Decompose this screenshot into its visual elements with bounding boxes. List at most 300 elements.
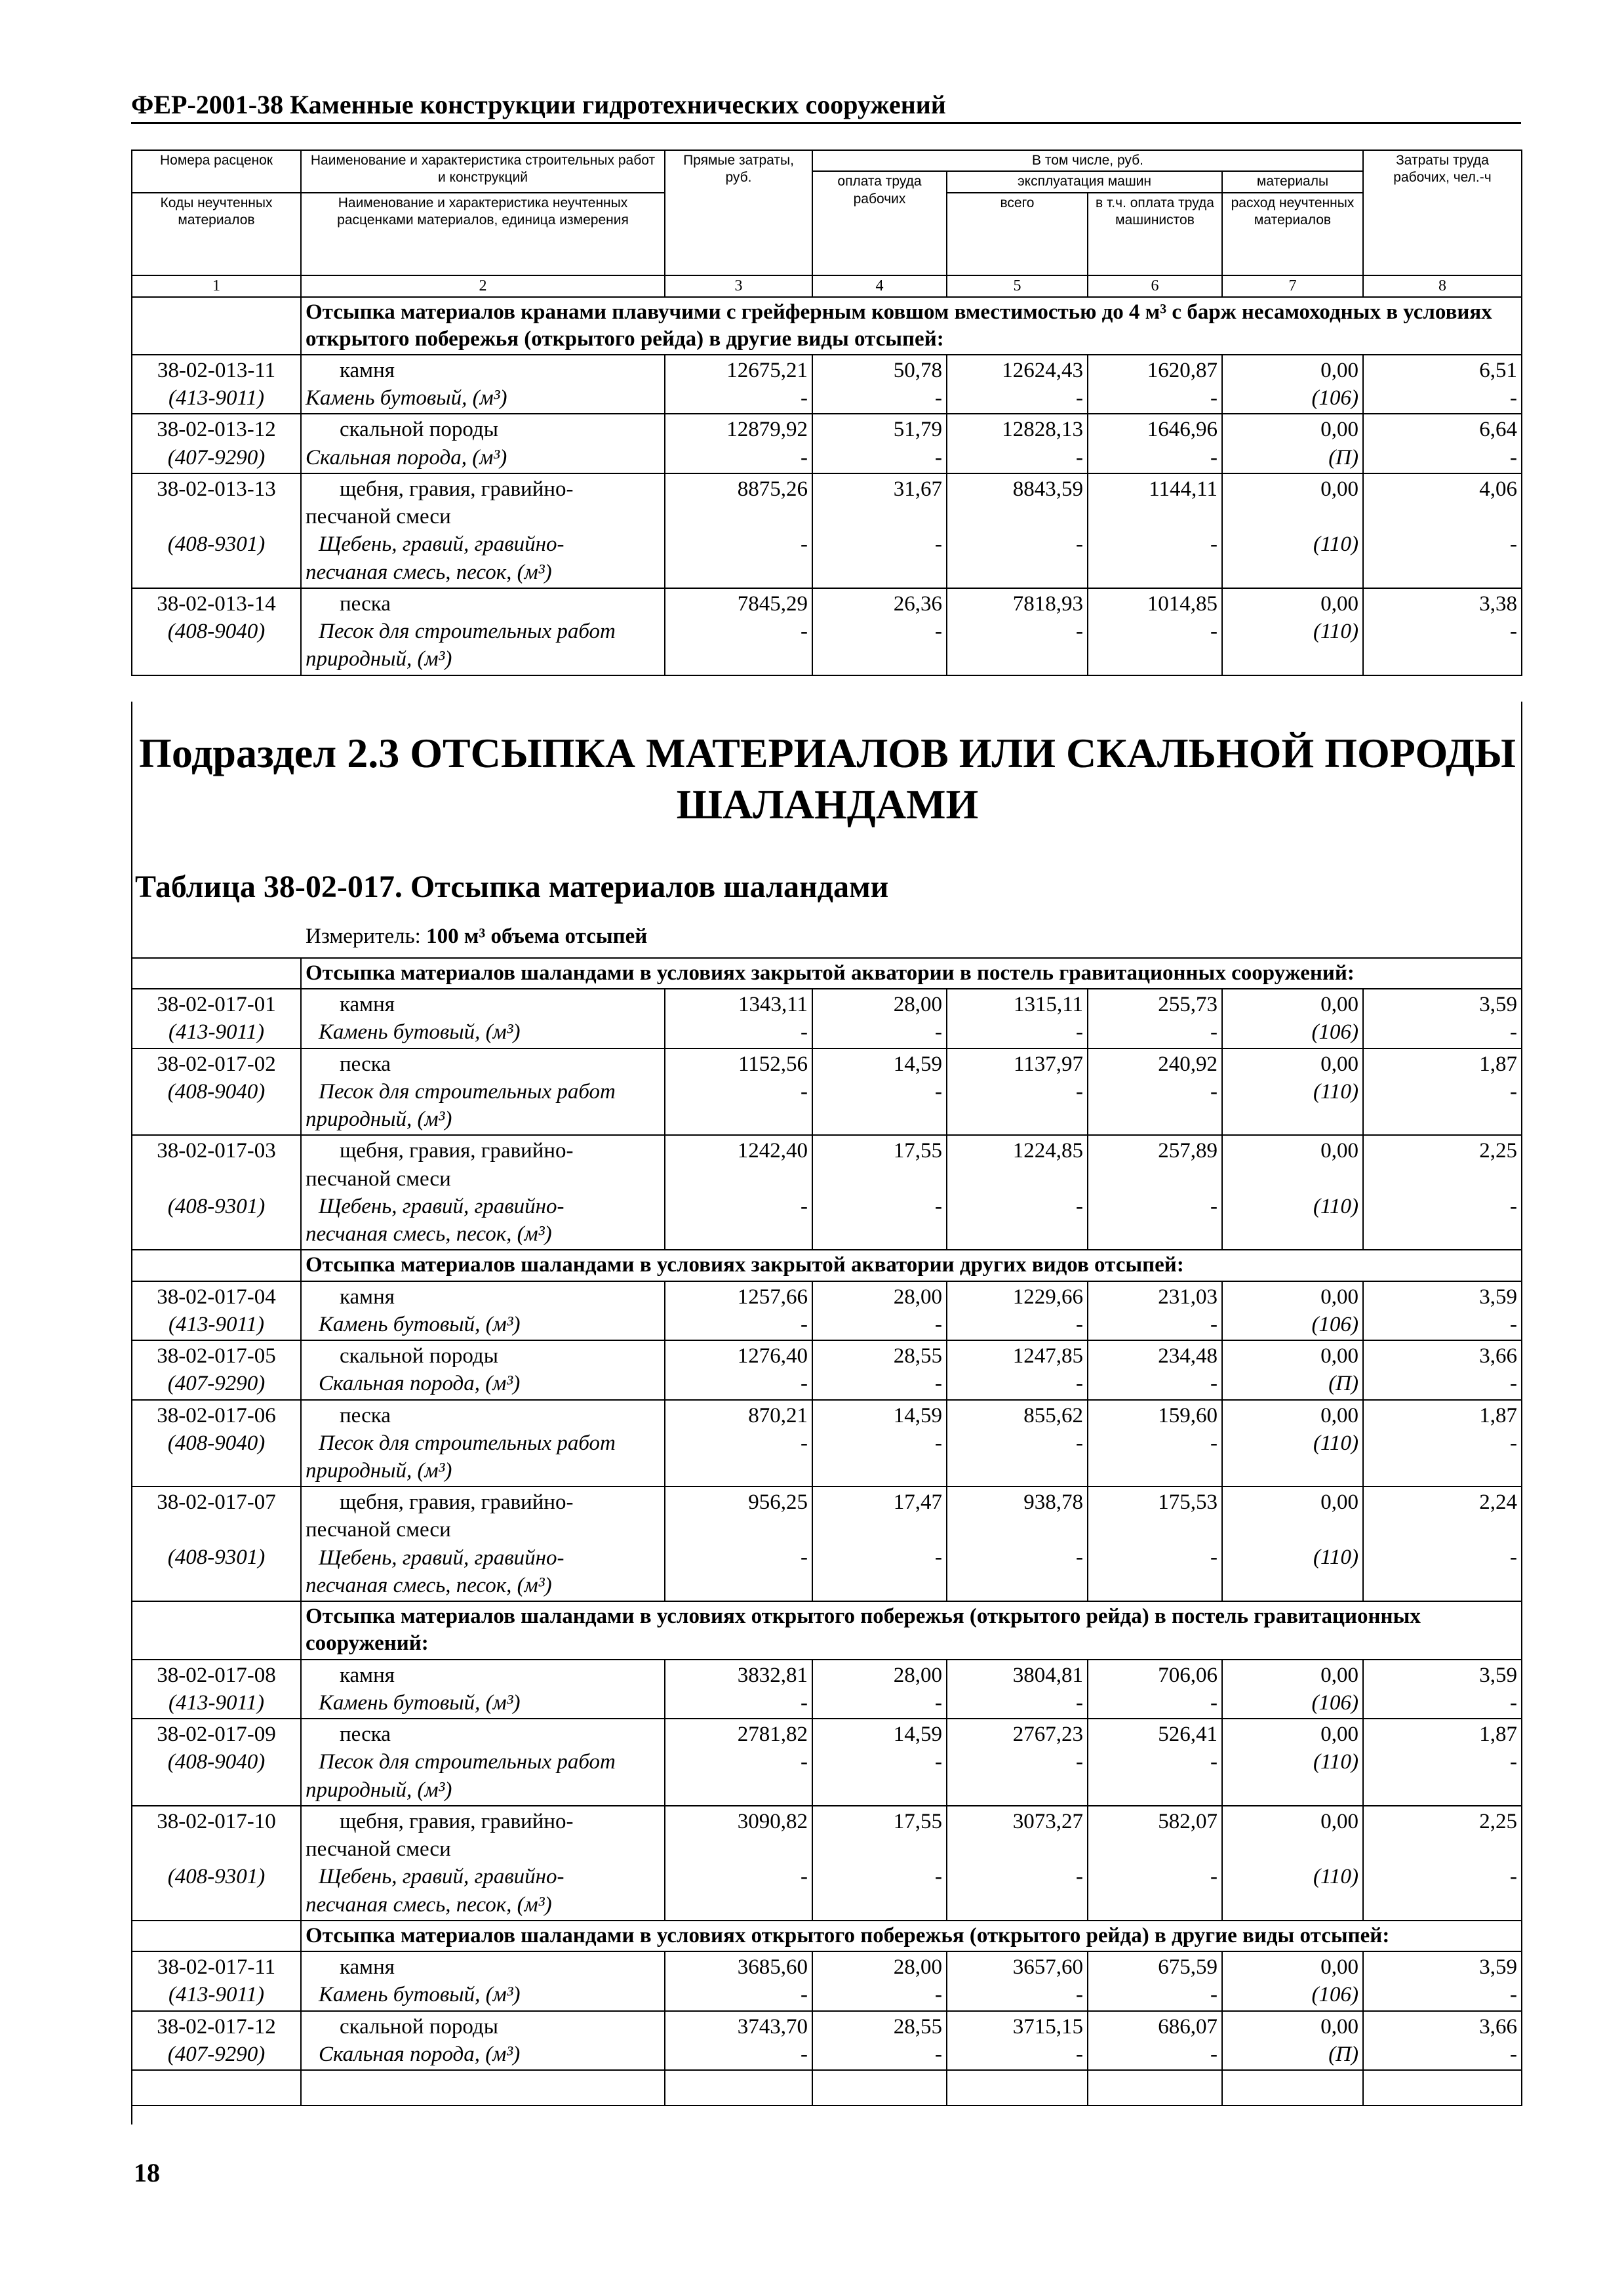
header-material-codes: Коды неучтенных материалов [132, 193, 301, 275]
material-name: Скальная порода, (м³) [306, 445, 507, 469]
table-row [132, 1048, 1522, 1136]
dash: - [1076, 1020, 1083, 1045]
dash: - [935, 2042, 942, 2066]
column-number: 4 [812, 275, 947, 297]
rate-code: 38-02-017-01 [157, 993, 276, 1017]
column-number: 8 [1363, 275, 1522, 297]
work-name: скальной породы [340, 418, 498, 442]
material-usage: (110) [1313, 1431, 1358, 1455]
work-name: песка [340, 1052, 391, 1076]
dash: - [1210, 1372, 1218, 1396]
table-row [132, 1400, 1522, 1487]
header-machines: эксплуатация машин [947, 171, 1222, 192]
material-usage: (106) [1311, 1020, 1358, 1045]
dash: - [801, 620, 808, 644]
labor-pay: 17,47 [893, 1490, 942, 1515]
dash: - [1210, 1983, 1218, 2007]
rate-code: 38-02-013-13 [157, 477, 276, 501]
subsection-title: Подраздел 2.3 ОТСЫПКА МАТЕРИАЛОВ ИЛИ СКАЛЬНОЙ ПОРОДЫ ШАЛАНДАМИ [139, 730, 1516, 828]
labor-costs: 1,87 [1479, 1403, 1518, 1427]
rate-code: 38-02-017-05 [157, 1344, 276, 1368]
dash: - [935, 1312, 942, 1336]
labor-pay: 28,00 [893, 1285, 942, 1309]
work-name: камня [340, 1285, 395, 1309]
dash: - [935, 1079, 942, 1104]
dash: - [1510, 1431, 1518, 1455]
dash: - [801, 1546, 808, 1570]
column-number: 2 [301, 275, 665, 297]
direct-costs: 12675,21 [726, 359, 808, 382]
dash: - [1210, 1431, 1218, 1455]
dash: - [1210, 1312, 1218, 1336]
dash: - [801, 1983, 808, 2007]
materials: 0,00 [1320, 359, 1358, 382]
dash: - [1510, 1020, 1518, 1045]
dash: - [1076, 1312, 1083, 1336]
dash: - [1076, 1690, 1083, 1715]
machines-total: 12828,13 [1002, 418, 1083, 442]
materials: 0,00 [1320, 1809, 1358, 1833]
machines-total: 3657,60 [1012, 1955, 1083, 1980]
rate-code: 38-02-017-09 [157, 1723, 276, 1747]
table-row [132, 1135, 1522, 1250]
dash: - [1076, 532, 1083, 557]
materials: 0,00 [1320, 591, 1358, 616]
labor-pay: 28,00 [893, 993, 942, 1017]
material-name: Щебень, гравий, гравийно- [319, 1865, 564, 1889]
dash: - [1210, 1546, 1218, 1570]
direct-costs: 2781,82 [737, 1723, 808, 1747]
header-row-1 [132, 150, 1522, 171]
header-including: В том числе, руб. [812, 150, 1363, 171]
dash: - [1210, 1020, 1218, 1045]
material-code: (413-9011) [168, 386, 265, 410]
dash: - [1510, 1983, 1518, 2007]
work-name: щебня, гравия, гравийно- [340, 1809, 574, 1833]
dash: - [1210, 1690, 1218, 1715]
materials: 0,00 [1320, 1344, 1358, 1368]
labor-costs: 1,87 [1479, 1723, 1518, 1747]
work-name: скальной породы [340, 1344, 498, 1368]
dash: - [1510, 2042, 1518, 2066]
materials: 0,00 [1320, 1139, 1358, 1163]
material-name: Камень бутовый, (м³) [306, 386, 507, 410]
material-usage: (110) [1313, 1865, 1358, 1889]
dash: - [1076, 1983, 1083, 2007]
dash: - [1076, 1865, 1083, 1889]
material-name: Камень бутовый, (м³) [319, 1312, 521, 1336]
dash: - [1510, 1194, 1518, 1218]
dash: - [1076, 445, 1083, 469]
rate-code: 38-02-013-14 [157, 591, 276, 616]
dash: - [935, 1750, 942, 1774]
header-direct-costs: Прямые затраты, руб. [665, 150, 812, 275]
machines-total: 3804,81 [1012, 1663, 1083, 1687]
work-name-cont: песчаной смеси [306, 1518, 451, 1542]
labor-costs: 1,87 [1479, 1052, 1518, 1076]
material-name-cont: природный, (м³) [306, 1459, 452, 1483]
labor-costs: 3,59 [1479, 993, 1518, 1017]
header-machinist-pay: в т.ч. оплата труда машинистов [1088, 193, 1222, 275]
dash: - [1210, 532, 1218, 557]
direct-costs: 1242,40 [737, 1139, 808, 1163]
blank-row [132, 2070, 1522, 2105]
material-name: Щебень, гравий, гравийно- [319, 1546, 564, 1570]
material-name: Скальная порода, (м³) [319, 1372, 521, 1396]
material-code: (408-9301) [167, 1546, 266, 1570]
work-name: скальной породы [340, 2014, 498, 2039]
table-row [132, 355, 1522, 414]
dash: - [935, 1431, 942, 1455]
material-code: (408-9040) [167, 1079, 266, 1104]
dash: - [801, 386, 808, 410]
machinist-pay: 234,48 [1158, 1344, 1218, 1368]
machinist-pay: 255,73 [1158, 993, 1218, 1017]
materials: 0,00 [1320, 418, 1358, 442]
dash: - [1076, 620, 1083, 644]
material-usage: (110) [1313, 1194, 1358, 1218]
materials: 0,00 [1320, 1285, 1358, 1309]
direct-costs: 870,21 [748, 1403, 808, 1427]
table-title: Таблица 38-02-017. Отсыпка материалов шаландами [135, 869, 889, 904]
dash: - [1210, 620, 1218, 644]
table-row [132, 1951, 1522, 2010]
dash: - [1510, 1546, 1518, 1570]
material-code: (413-9011) [168, 1983, 265, 2007]
dash: - [935, 1690, 942, 1715]
labor-pay: 17,55 [893, 1809, 942, 1833]
section-row [132, 1921, 1522, 1951]
column-number: 1 [132, 275, 301, 297]
dash: - [801, 1372, 808, 1396]
material-usage: (П) [1328, 2042, 1358, 2066]
labor-costs: 3,66 [1479, 2014, 1518, 2039]
material-code: (408-9301) [167, 532, 266, 557]
rate-code: 38-02-017-11 [157, 1955, 276, 1980]
material-usage: (П) [1328, 1372, 1358, 1396]
direct-costs: 1276,40 [737, 1344, 808, 1368]
material-name: Камень бутовый, (м³) [319, 1020, 521, 1045]
labor-costs: 2,25 [1479, 1809, 1518, 1833]
machines-total: 3715,15 [1012, 2014, 1083, 2039]
work-name-cont: песчаной смеси [306, 1167, 451, 1191]
material-name: Щебень, гравий, гравийно- [319, 1194, 564, 1218]
material-usage: (106) [1311, 1690, 1358, 1715]
material-name: Песок для строительных работ [319, 1079, 616, 1104]
material-name: Скальная порода, (м³) [319, 2042, 521, 2066]
header-code: Номера расценок [132, 150, 301, 193]
machines-total: 8843,59 [1012, 477, 1083, 501]
machinist-pay: 1620,87 [1147, 359, 1218, 382]
labor-pay: 14,59 [893, 1403, 942, 1427]
direct-costs: 1257,66 [737, 1285, 808, 1309]
dash: - [1076, 2042, 1083, 2066]
material-usage: (П) [1328, 445, 1358, 469]
measure-label: Измеритель: [306, 925, 421, 948]
machinist-pay: 526,41 [1158, 1723, 1218, 1747]
machines-total: 7818,93 [1012, 591, 1083, 616]
dash: - [1076, 1431, 1083, 1455]
material-usage: (106) [1311, 1312, 1358, 1336]
dash: - [935, 1865, 942, 1889]
column-number: 5 [947, 275, 1088, 297]
material-name: Камень бутовый, (м³) [319, 1690, 521, 1715]
labor-costs: 3,38 [1479, 591, 1517, 616]
table-row [132, 2011, 1522, 2070]
dash: - [801, 1431, 808, 1455]
dash: - [935, 1983, 942, 2007]
material-usage: (110) [1313, 532, 1358, 557]
work-name: щебня, гравия, гравийно- [340, 1139, 574, 1163]
work-name: щебня, гравия, гравийно- [340, 1490, 574, 1515]
materials: 0,00 [1320, 2014, 1358, 2039]
header-material-names: Наименование и характеристика неучтенных расценками материалов, единица измерения [301, 193, 665, 275]
work-name: камня [340, 993, 395, 1017]
material-code: (413-9011) [168, 1690, 265, 1715]
direct-costs: 3832,81 [737, 1663, 808, 1687]
rates-table-013 [131, 150, 1522, 676]
machines-total: 2767,23 [1012, 1723, 1083, 1747]
machinist-pay: 706,06 [1158, 1663, 1218, 1687]
header-name: Наименование и характеристика строительных работ и конструкций [301, 150, 665, 193]
section-title: Отсыпка материалов шаландами в условиях открытого побережья (открытого рейда) в постель гравитационных сооружений: [301, 1601, 1522, 1660]
dash: - [1510, 386, 1517, 410]
machinist-pay: 231,03 [1158, 1285, 1218, 1309]
material-usage: (106) [1311, 386, 1358, 410]
dash: - [1510, 445, 1517, 469]
machinist-pay: 1144,11 [1149, 477, 1218, 501]
labor-costs: 2,25 [1479, 1139, 1518, 1163]
labor-pay: 14,59 [893, 1052, 942, 1076]
labor-costs: 6,51 [1479, 359, 1517, 382]
dash: - [801, 1079, 808, 1104]
machinist-pay: 1014,85 [1147, 591, 1218, 616]
table-row [132, 1340, 1522, 1399]
dash: - [801, 532, 808, 557]
work-name: песка [340, 1723, 391, 1747]
dash: - [1510, 1750, 1518, 1774]
work-name: камня [340, 1663, 395, 1687]
materials: 0,00 [1320, 993, 1358, 1017]
header-column-numbers [132, 275, 1522, 297]
dash: - [801, 1020, 808, 1045]
labor-costs: 2,24 [1479, 1490, 1518, 1515]
material-code: (408-9301) [167, 1194, 266, 1218]
labor-pay: 17,55 [893, 1139, 942, 1163]
rate-code: 38-02-017-04 [157, 1285, 276, 1309]
labor-pay: 28,00 [893, 1663, 942, 1687]
dash: - [935, 1546, 942, 1570]
material-name: Щебень, гравий, гравийно- [319, 532, 564, 557]
direct-costs: 7845,29 [737, 591, 808, 616]
work-name: камня [340, 1955, 395, 1980]
material-usage: (110) [1313, 1546, 1358, 1570]
material-name-cont: песчаная смесь, песок, (м³) [306, 1222, 552, 1247]
dash: - [1510, 532, 1517, 557]
labor-pay: 28,55 [893, 2014, 942, 2039]
labor-pay: 28,55 [893, 1344, 942, 1368]
dash: - [1510, 620, 1517, 644]
materials: 0,00 [1320, 1723, 1358, 1747]
section-row [132, 958, 1522, 989]
rate-code: 38-02-017-07 [157, 1490, 276, 1515]
section-title: Отсыпка материалов шаландами в условиях закрытой акватории других видов отсыпей: [301, 1250, 1522, 1281]
material-name-cont: природный, (м³) [306, 1778, 452, 1802]
dash: - [801, 1194, 808, 1218]
dash: - [935, 386, 942, 410]
table-row [132, 1660, 1522, 1719]
material-name-cont: природный, (м³) [306, 647, 452, 671]
dash: - [1210, 1079, 1218, 1104]
machines-total: 1229,66 [1012, 1285, 1083, 1309]
header-materials: материалы [1222, 171, 1363, 192]
labor-costs: 4,06 [1479, 477, 1517, 501]
machines-total: 1137,97 [1013, 1052, 1083, 1076]
dash: - [935, 620, 942, 644]
measure-value: 100 м³ объема отсыпей [426, 925, 648, 948]
material-code: (407-9290) [167, 2042, 266, 2066]
labor-pay: 31,67 [893, 477, 942, 501]
labor-pay: 51,79 [893, 418, 942, 442]
dash: - [1510, 1865, 1518, 1889]
rate-code: 38-02-017-03 [157, 1139, 276, 1163]
dash: - [1210, 386, 1218, 410]
header-material-usage: расход неучтенных материалов [1222, 193, 1363, 275]
material-code: (413-9011) [168, 1312, 265, 1336]
labor-costs: 3,59 [1479, 1955, 1518, 1980]
rate-code: 38-02-013-11 [157, 359, 276, 382]
machines-total: 938,78 [1023, 1490, 1083, 1515]
dash: - [801, 1750, 808, 1774]
direct-costs: 3090,82 [737, 1809, 808, 1833]
dash: - [935, 1194, 942, 1218]
title-underline [131, 122, 1521, 124]
rate-code: 38-02-017-02 [157, 1052, 276, 1076]
dash: - [1076, 1079, 1083, 1104]
machines-total: 1315,11 [1013, 993, 1083, 1017]
dash: - [1210, 1194, 1218, 1218]
work-name: щебня, гравия, гравийно- [340, 477, 574, 501]
labor-costs: 6,64 [1479, 418, 1517, 442]
dash: - [1076, 1194, 1083, 1218]
dash: - [801, 2042, 808, 2066]
material-usage: (110) [1313, 1750, 1358, 1774]
material-usage: (106) [1311, 1983, 1358, 2007]
materials: 0,00 [1320, 1052, 1358, 1076]
material-name-cont: природный, (м³) [306, 1107, 452, 1132]
machines-total: 855,62 [1023, 1403, 1083, 1427]
column-number: 3 [665, 275, 812, 297]
column-number: 6 [1088, 275, 1222, 297]
dash: - [1076, 1750, 1083, 1774]
dash: - [935, 445, 942, 469]
header-labor-pay: оплата труда рабочих [812, 171, 947, 275]
material-code: (407-9290) [167, 445, 266, 469]
material-name-cont: песчаная смесь, песок, (м³) [306, 560, 552, 584]
page-number: 18 [134, 2158, 160, 2187]
rate-code: 38-02-013-12 [157, 418, 276, 442]
material-code: (408-9040) [167, 1750, 266, 1774]
materials: 0,00 [1320, 1955, 1358, 1980]
table-row [132, 473, 1522, 588]
table-row [132, 1281, 1522, 1340]
machines-total: 1247,85 [1012, 1344, 1083, 1368]
machinist-pay: 675,59 [1158, 1955, 1218, 1980]
section-row [132, 297, 1522, 355]
machines-total: 12624,43 [1002, 359, 1083, 382]
material-code: (408-9040) [167, 1431, 266, 1455]
rate-code: 38-02-017-10 [157, 1809, 276, 1833]
direct-costs: 956,25 [748, 1490, 808, 1515]
work-name-cont: песчаной смеси [306, 505, 451, 529]
work-name-cont: песчаной смеси [306, 1837, 451, 1862]
dash: - [801, 445, 808, 469]
dash: - [935, 1372, 942, 1396]
section-row [132, 1601, 1522, 1660]
table-row [132, 989, 1522, 1048]
column-number: 7 [1222, 275, 1363, 297]
material-code: (407-9290) [167, 1372, 266, 1396]
direct-costs: 1343,11 [738, 993, 808, 1017]
measure-unit [306, 925, 647, 949]
material-name-cont: песчаная смесь, песок, (м³) [306, 1573, 552, 1597]
dash: - [1510, 1079, 1518, 1104]
machines-total: 1224,85 [1012, 1139, 1083, 1163]
work-name: камня [340, 359, 395, 382]
table-row [132, 588, 1522, 675]
materials: 0,00 [1320, 1490, 1358, 1515]
machinist-pay: 1646,96 [1147, 418, 1218, 442]
direct-costs: 3743,70 [737, 2014, 808, 2039]
header-machines-total: всего [947, 193, 1088, 275]
machinist-pay: 257,89 [1158, 1139, 1218, 1163]
materials: 0,00 [1320, 1663, 1358, 1687]
table-row [132, 1486, 1522, 1601]
material-usage: (110) [1313, 620, 1358, 644]
machinist-pay: 686,07 [1158, 2014, 1218, 2039]
rate-code: 38-02-017-08 [157, 1663, 276, 1687]
labor-costs: 3,59 [1479, 1663, 1518, 1687]
dash: - [1510, 1372, 1518, 1396]
dash: - [1510, 1690, 1518, 1715]
labor-pay: 14,59 [893, 1723, 942, 1747]
direct-costs: 1152,56 [738, 1052, 808, 1076]
table-row [132, 414, 1522, 473]
work-name: песка [340, 591, 391, 616]
dash: - [1210, 1865, 1218, 1889]
dash: - [1510, 1312, 1518, 1336]
material-name: Песок для строительных работ [319, 620, 616, 644]
direct-costs: 8875,26 [737, 477, 808, 501]
machinist-pay: 159,60 [1158, 1403, 1218, 1427]
labor-pay: 28,00 [893, 1955, 942, 1980]
dash: - [1076, 386, 1083, 410]
section-title: Отсыпка материалов шаландами в условиях открытого побережья (открытого рейда) в другие виды отсыпей: [301, 1921, 1522, 1951]
dash: - [1210, 445, 1218, 469]
header-labor-costs: Затраты труда рабочих, чел.-ч [1363, 150, 1522, 275]
labor-pay: 26,36 [893, 591, 942, 616]
dash: - [1210, 2042, 1218, 2066]
machines-total: 3073,27 [1012, 1809, 1083, 1833]
material-name: Камень бутовый, (м³) [319, 1983, 521, 2007]
document-title: ФЕР-2001-38 Каменные конструкции гидротехнических сооружений [131, 90, 946, 119]
dash: - [1076, 1546, 1083, 1570]
machinist-pay: 175,53 [1158, 1490, 1218, 1515]
material-code: (408-9301) [167, 1865, 266, 1889]
material-name-cont: песчаная смесь, песок, (м³) [306, 1892, 552, 1917]
labor-costs: 3,66 [1479, 1344, 1518, 1368]
section-title: Отсыпка материалов шаландами в условиях закрытой акватории в постель гравитационных сооружений: [301, 958, 1522, 989]
